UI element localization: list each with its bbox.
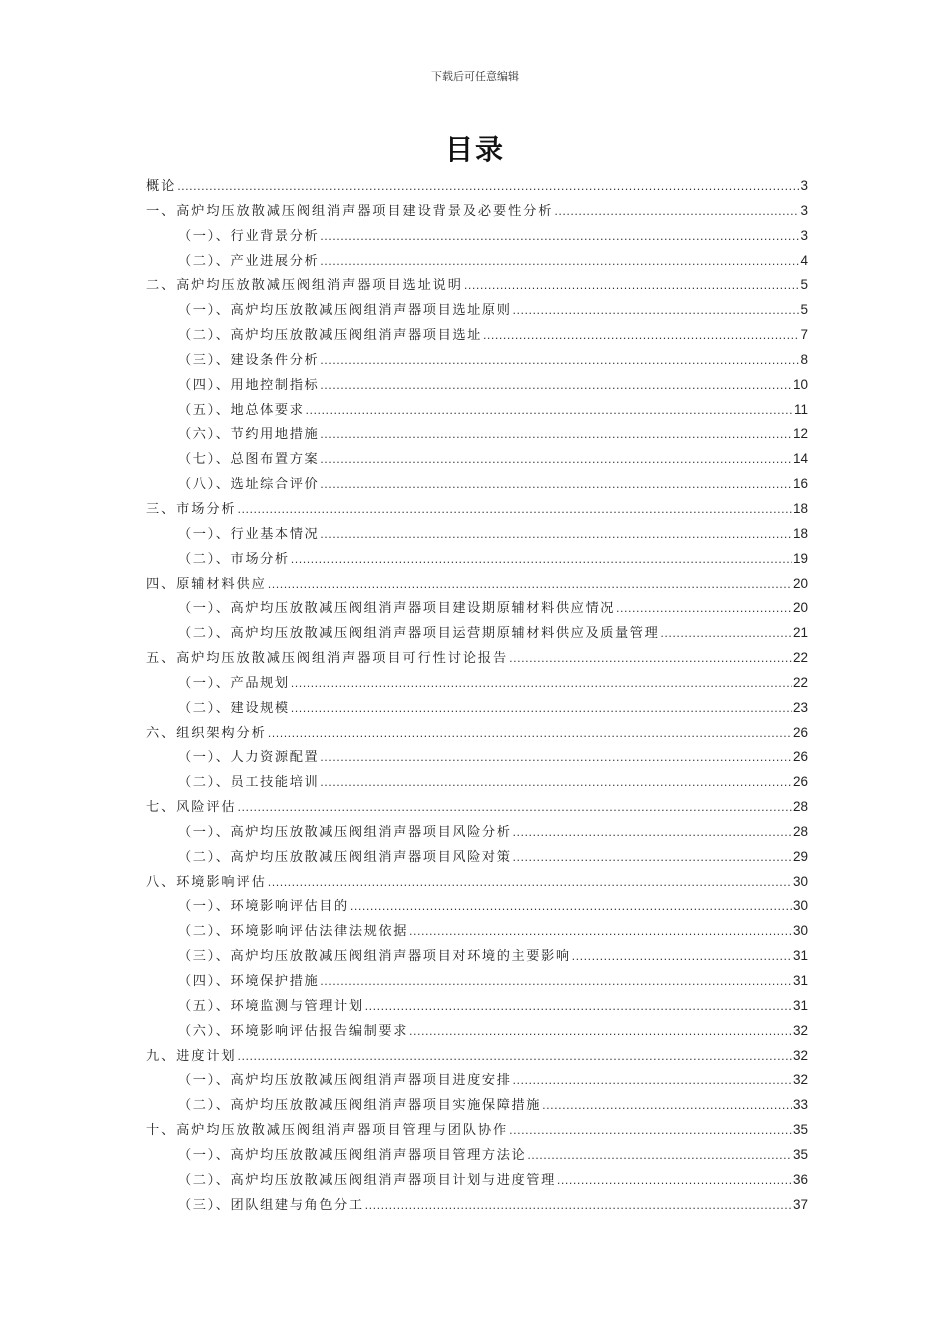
toc-dot-leader [320,374,792,399]
toc-dot-leader [291,548,792,573]
toc-dot-leader [177,175,799,200]
toc-entry-page-number: 30 [792,898,808,914]
toc-dot-leader [320,746,792,771]
table-of-contents [146,174,808,1217]
toc-entry-label: 六、组织架构分析 [146,725,267,741]
toc-entry-label: （一）、环境影响评估目的 [178,899,349,915]
toc-entry[interactable] [146,447,808,472]
toc-entry[interactable] [146,994,808,1019]
toc-dot-leader [409,920,792,945]
toc-entry[interactable] [146,1044,808,1069]
toc-dot-leader [268,871,792,896]
toc-entry-label: 八、环境影响评估 [146,874,267,890]
toc-entry-page-number: 20 [792,575,808,591]
toc-entry-label: （八）、选址综合评价 [178,477,320,493]
toc-entry-page-number: 7 [800,327,808,343]
toc-entry-page-number: 31 [792,948,808,964]
toc-entry-label: 九、进度计划 [146,1048,237,1064]
toc-entry[interactable] [146,1019,808,1044]
toc-entry[interactable] [146,919,808,944]
toc-dot-leader [365,1194,792,1219]
toc-entry-page-number: 20 [792,600,808,616]
toc-entry-page-number: 36 [792,1171,808,1187]
toc-entry[interactable] [146,721,808,746]
toc-entry-label: （三）、高炉均压放散减压阀组消声器项目对环境的主要影响 [178,949,571,965]
toc-entry-page-number: 31 [792,973,808,988]
toc-entry-page-number: 10 [792,376,808,392]
toc-entry-page-number: 31 [792,997,808,1013]
toc-entry[interactable] [146,1118,808,1143]
toc-dot-leader [320,423,792,448]
toc-entry-page-number: 23 [792,699,808,715]
toc-entry-label: （二）、高炉均压放散减压阀组消声器项目运营期原辅材料供应及质量管理 [178,626,660,642]
toc-entry-label: （一）、高炉均压放散减压阀组消声器项目管理方法论 [178,1147,527,1163]
toc-entry-page-number: 29 [792,848,808,864]
toc-dot-leader [513,299,800,324]
toc-entry-label: （一）、高炉均压放散减压阀组消声器项目选址原则 [178,303,512,319]
toc-entry-label: （六）、节约用地措施 [178,427,320,443]
toc-entry-page-number: 26 [792,749,808,765]
toc-entry-label: （二）、产业进展分析 [178,253,320,269]
toc-entry-page-number: 26 [792,724,808,740]
toc-entry-label: （四）、用地控制指标 [178,377,320,393]
toc-entry-page-number: 33 [792,1097,808,1113]
toc-entry-label: （三）、建设条件分析 [178,352,320,368]
toc-entry-page-number: 32 [792,1072,808,1088]
toc-dot-leader [268,722,792,747]
toc-entry-label: 五、高炉均压放散减压阀组消声器项目可行性讨论报告 [146,651,509,667]
toc-dot-leader [320,225,799,250]
toc-entry-page-number: 22 [792,674,808,690]
toc-dot-leader [268,573,792,598]
toc-entry-page-number: 3 [800,227,808,243]
toc-entry-page-number: 21 [792,625,808,641]
toc-entry-label: 七、风险评估 [146,800,237,816]
toc-entry[interactable] [146,1093,808,1118]
toc-dot-leader [660,622,792,647]
toc-entry[interactable] [146,174,808,199]
toc-entry-label: （二）、高炉均压放散减压阀组消声器项目风险对策 [178,849,512,865]
toc-dot-leader [513,1069,792,1094]
toc-entry[interactable] [146,770,808,795]
toc-entry[interactable] [146,596,808,621]
toc-entry[interactable] [146,373,808,398]
toc-dot-leader [238,498,792,523]
toc-entry[interactable] [146,944,808,969]
toc-entry-page-number: 5 [800,277,808,293]
toc-dot-leader [291,697,792,722]
toc-entry-page-number: 3 [800,202,808,218]
toc-entry[interactable] [146,1168,808,1193]
header-note: 下载后可任意编辑 [431,70,519,83]
toc-entry[interactable] [146,572,808,597]
toc-entry-label: 一、高炉均压放散减压阀组消声器项目建设背景及必要性分析 [146,203,554,219]
toc-dot-leader [291,672,792,697]
toc-dot-leader [527,1144,792,1169]
toc-entry-page-number: 5 [800,302,808,318]
toc-dot-leader [513,821,792,846]
toc-entry[interactable] [146,671,808,696]
toc-entry-page-number: 32 [792,1022,808,1038]
toc-entry[interactable] [146,820,808,845]
toc-entry-label: 二、高炉均压放散减压阀组消声器项目选址说明 [146,278,463,294]
toc-entry-page-number: 4 [800,252,808,268]
toc-dot-leader [238,1045,792,1070]
toc-entry-page-number: 32 [792,1047,808,1063]
toc-entry-page-number: 3 [800,178,808,193]
toc-entry-page-number: 35 [792,1122,808,1138]
toc-dot-leader [365,995,792,1020]
toc-entry-label: （一）、高炉均压放散减压阀组消声器项目风险分析 [178,824,512,840]
toc-entry-label: （五）、环境监测与管理计划 [178,998,364,1014]
toc-dot-leader [616,597,792,622]
toc-entry[interactable] [146,870,808,895]
toc-entry-label: （一）、人力资源配置 [178,750,320,766]
toc-entry[interactable] [146,795,808,820]
toc-entry-label: （四）、环境保护措施 [178,974,320,989]
toc-dot-leader [464,274,800,299]
toc-entry[interactable] [146,845,808,870]
toc-entry[interactable] [146,348,808,373]
toc-entry-label: （二）、环境影响评估法律法规依据 [178,924,408,940]
toc-entry-page-number: 30 [792,873,808,889]
toc-entry-label: 四、原辅材料供应 [146,576,267,592]
toc-dot-leader [320,523,792,548]
toc-entry-label: （一）、高炉均压放散减压阀组消声器项目建设期原辅材料供应情况 [178,601,616,617]
page-title: 目录 [444,133,505,166]
toc-entry-page-number: 19 [792,550,808,566]
toc-entry-label: （五）、地总体要求 [178,402,305,418]
toc-entry-page-number: 35 [792,1146,808,1162]
toc-entry[interactable] [146,199,808,224]
toc-dot-leader [238,796,792,821]
toc-entry[interactable] [146,696,808,721]
toc-entry[interactable] [146,224,808,249]
toc-entry-page-number: 18 [792,525,808,541]
toc-entry[interactable] [146,621,808,646]
toc-dot-leader [320,771,792,796]
toc-dot-leader [554,200,799,225]
toc-entry[interactable] [146,422,808,447]
toc-dot-leader [350,895,792,920]
toc-entry-page-number: 26 [792,774,808,790]
toc-entry[interactable] [146,1068,808,1093]
toc-entry-label: （二）、市场分析 [178,551,290,567]
toc-entry-page-number: 30 [792,923,808,939]
toc-entry-page-number: 28 [792,799,808,815]
toc-entry-page-number: 28 [792,823,808,839]
toc-dot-leader [320,349,799,374]
toc-entry-page-number: 11 [793,401,808,417]
toc-dot-leader [542,1094,792,1119]
toc-entry-page-number: 16 [792,476,808,492]
toc-entry[interactable] [146,1143,808,1168]
toc-dot-leader [320,250,799,275]
toc-entry-label: 三、市场分析 [146,501,237,517]
toc-entry-label: （二）、员工技能培训 [178,775,320,791]
toc-dot-leader [320,970,792,995]
toc-entry-page-number: 22 [792,650,808,666]
toc-dot-leader [483,324,800,349]
toc-entry-label: （二）、高炉均压放散减压阀组消声器项目计划与进度管理 [178,1172,556,1188]
toc-entry[interactable] [146,398,808,423]
toc-entry-label: （二）、高炉均压放散减压阀组消声器项目实施保障措施 [178,1098,542,1114]
toc-entry[interactable] [146,298,808,323]
toc-entry-page-number: 18 [792,500,808,516]
toc-entry[interactable] [146,522,808,547]
toc-entry-label: （一）、行业基本情况 [178,526,320,542]
toc-entry[interactable] [146,497,808,522]
toc-entry-label: （一）、高炉均压放散减压阀组消声器项目进度安排 [178,1073,512,1089]
toc-entry[interactable] [146,472,808,497]
toc-entry[interactable] [146,1193,808,1218]
toc-dot-leader [320,448,792,473]
toc-entry-label: （二）、高炉均压放散减压阀组消声器项目选址 [178,328,482,344]
toc-dot-leader [409,1020,792,1045]
toc-entry[interactable] [146,646,808,671]
toc-entry-label: 十、高炉均压放散减压阀组消声器项目管理与团队协作 [146,1123,509,1139]
toc-entry-page-number: 8 [800,351,808,367]
toc-entry[interactable] [146,273,808,298]
toc-entry-label: （一）、产品规划 [178,675,290,691]
toc-entry-label: （六）、环境影响评估报告编制要求 [178,1023,408,1039]
toc-dot-leader [509,647,792,672]
toc-entry-label: （七）、总图布置方案 [178,452,320,468]
toc-entry[interactable] [146,894,808,919]
toc-entry-page-number: 12 [792,426,808,442]
toc-entry-label: 概论 [146,179,177,194]
toc-entry-page-number: 14 [792,451,808,467]
toc-dot-leader [306,399,793,424]
toc-entry-label: （三）、团队组建与角色分工 [178,1197,364,1213]
toc-entry[interactable] [146,745,808,770]
toc-entry[interactable] [146,249,808,274]
toc-entry-label: （二）、建设规模 [178,700,290,716]
toc-dot-leader [557,1169,792,1194]
toc-dot-leader [320,473,792,498]
toc-entry[interactable] [146,547,808,572]
toc-dot-leader [513,846,792,871]
toc-entry[interactable] [146,969,808,994]
toc-dot-leader [509,1119,792,1144]
toc-entry-page-number: 37 [792,1196,808,1212]
toc-entry-label: （一）、行业背景分析 [178,228,320,244]
toc-entry[interactable] [146,323,808,348]
toc-dot-leader [572,945,792,970]
